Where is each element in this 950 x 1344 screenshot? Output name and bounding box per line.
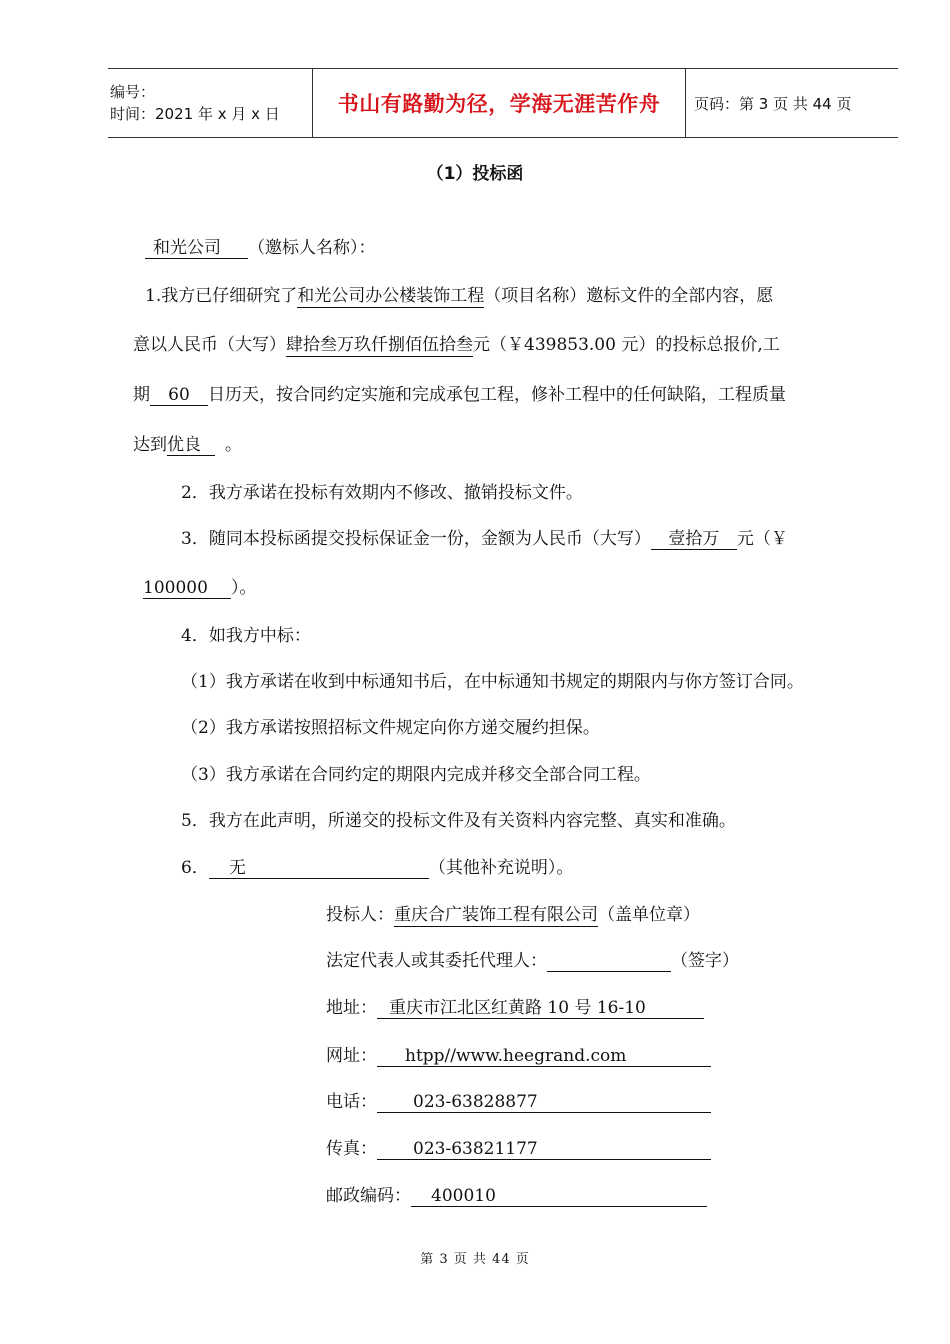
p1-line3 xyxy=(133,380,786,406)
project-name: 和光公司办公楼装饰工程 xyxy=(297,286,485,306)
postcode-line xyxy=(326,1181,707,1207)
representative-suffix: （签字） xyxy=(671,951,739,971)
p4-item-3: （3）我方承诺在合同约定的期限内完成并移交全部合同工程。 xyxy=(181,765,651,785)
representative-signature-field xyxy=(547,952,671,972)
p1-line3-prefix: 期 xyxy=(133,385,150,405)
address-field xyxy=(377,999,704,1019)
p1-line4 xyxy=(133,430,242,456)
p1-line4-suffix: 。 xyxy=(225,435,242,455)
p3-line2 xyxy=(143,573,257,599)
address-value: 重庆市江北区红黄路 10 号 16-10 xyxy=(389,998,646,1018)
bidder-label: 投标人： xyxy=(326,905,394,925)
phone-value: 023-63828877 xyxy=(413,1092,538,1112)
header-motto: 书山有路勤为径，学海无涯苦作舟 xyxy=(337,92,661,116)
p6-line xyxy=(181,853,573,879)
document-title: （1）投标函 xyxy=(426,164,524,184)
p2-line: 2．我方承诺在投标有效期内不修改、撤销投标文件。 xyxy=(181,483,583,503)
fax-label: 传真： xyxy=(326,1139,377,1159)
deposit-amount: 100000 xyxy=(143,579,231,599)
fax-value: 023-63821177 xyxy=(413,1139,538,1159)
p1-line2-suffix: 元（￥439853.00 元）的投标总报价,工 xyxy=(473,335,780,355)
p1-prefix: 1.我方已仔细研究了 xyxy=(145,286,298,306)
p4-item-1: （1）我方承诺在收到中标通知书后，在中标通知书规定的期限内与你方签订合同。 xyxy=(181,672,804,692)
p4-line: 4．如我方中标： xyxy=(181,626,311,646)
page-footer: 第 3 页 共 44 页 xyxy=(420,1252,530,1267)
p3-suffix: 元（￥ xyxy=(736,529,788,549)
recipient-line xyxy=(145,233,376,259)
p6-suffix: （其他补充说明）。 xyxy=(428,858,574,878)
p3-line1 xyxy=(181,524,788,550)
representative-label: 法定代表人或其委托代理人： xyxy=(326,951,547,971)
address-label: 地址： xyxy=(326,998,377,1018)
deposit-amount-words: 壹拾万 xyxy=(651,530,737,550)
duration-days: 60 xyxy=(150,386,208,406)
header-page-info: 页码：第 3 页 共 44 页 xyxy=(694,94,852,113)
p1-line2-prefix: 意以人民币（大写） xyxy=(133,335,286,355)
p1-line4-prefix: 达到 xyxy=(133,435,167,455)
p6-value: 无 xyxy=(228,858,246,878)
bidder-name: 重庆合广装饰工程有限公司 xyxy=(394,905,598,925)
quality-level: 优良 xyxy=(167,436,215,456)
p1-line2 xyxy=(133,330,780,355)
p6-value-field xyxy=(209,859,429,879)
fax-field xyxy=(377,1140,711,1160)
recipient-name-field xyxy=(145,239,248,259)
website-field xyxy=(377,1047,711,1067)
p6-prefix: 6． xyxy=(181,858,209,878)
website-value: htpp//www.heegrand.com xyxy=(405,1046,627,1066)
p3-end: ）。 xyxy=(231,578,257,598)
serial-label: 编号： xyxy=(110,83,156,101)
recipient-suffix: （邀标人名称）： xyxy=(248,238,376,258)
p5-line: 5．我方在此声明，所递交的投标文件及有关资料内容完整、真实和准确。 xyxy=(181,811,736,831)
website-label: 网址： xyxy=(326,1046,377,1066)
page-header xyxy=(108,68,898,138)
bid-amount-words: 肆拾叁万玖仟捌佰伍拾叁 xyxy=(286,335,473,355)
postcode-label: 邮政编码： xyxy=(326,1186,411,1206)
phone-label: 电话： xyxy=(326,1092,377,1112)
bidder-line xyxy=(326,900,700,925)
p1-line1 xyxy=(145,281,773,306)
header-meta xyxy=(108,69,312,137)
header-motto-cell xyxy=(312,69,686,137)
fax-line xyxy=(326,1134,711,1160)
time-label: 时间：2021 年 x 月 x 日 xyxy=(110,105,280,123)
recipient-name: 和光公司 xyxy=(153,238,221,258)
bidder-suffix: （盖单位章） xyxy=(598,905,700,925)
representative-line xyxy=(326,946,739,972)
p1-mid: （项目名称）邀标文件的全部内容，愿 xyxy=(484,286,774,306)
website-line xyxy=(326,1041,711,1067)
postcode-field xyxy=(411,1187,707,1207)
p1-line3-suffix: 日历天，按合同约定实施和完成承包工程，修补工程中的任何缺陷，工程质量 xyxy=(208,385,786,405)
phone-field xyxy=(377,1093,711,1113)
p3-prefix: 3．随同本投标函提交投标保证金一份，金额为人民币（大写） xyxy=(181,529,651,549)
postcode-value: 400010 xyxy=(431,1186,496,1206)
phone-line xyxy=(326,1087,711,1113)
p4-item-2: （2）我方承诺按照招标文件规定向你方递交履约担保。 xyxy=(181,718,600,738)
address-line xyxy=(326,993,704,1019)
